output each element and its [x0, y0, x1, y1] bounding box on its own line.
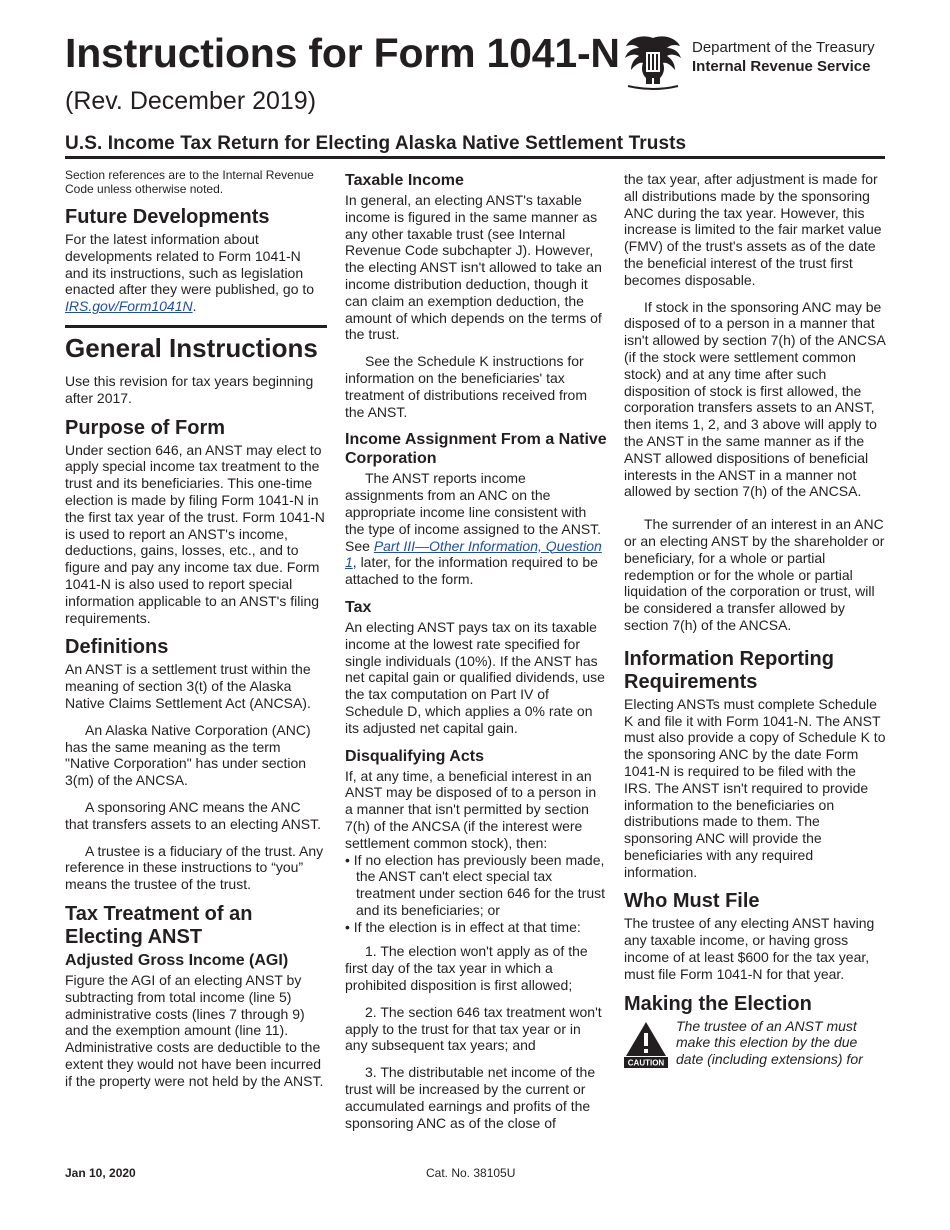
irs-eagle-logo-icon [622, 32, 684, 90]
list-item: • If the election is in effect at that time: [345, 918, 581, 935]
page-title: Instructions for Form 1041-N [65, 30, 620, 76]
numbered-item-2: 2. The section 646 tax treatment won't apply to the trust for that tax year or in any subsequent tax years; and [345, 1003, 602, 1054]
footer-catalog-number: Cat. No. 38105U [426, 1166, 516, 1180]
numbered-item-3: 3. The distributable net income of the trust will be increased by the current or accumulated earnings and profits of the sponsoring ANC as of the close of [345, 1064, 596, 1131]
stock-disposition-text: If stock in the sponsoring ANC may be disposed of to a person in a manner that isn't allowed by section 7(h) of the ANCSA (if the stock were settlement common stock) and at any time after such disposition of stock is first allowed, the corporation transfers assets to an ANST, then items 1, 2, and 3 above will apply to the ANST in the same manner as if the ANST allowed dispositions of beneficial interests in the ANST in a manner not allowed by section 7(h) of the ANCSA. [624, 298, 886, 500]
continued-text: the tax year, after adjustment is made for all distributions made by the sponsoring ANC during the tax year. However, this increase is limited to the fair market value (FMV) of the trust's assets as of the date the beneficial interest of the trust first becomes disposable. [624, 171, 882, 288]
tax-text: An electing ANST pays tax on its taxable income at the lowest rate specified for single individuals (10%). If the ANST has net capital gain or qualified dividends, use the tax computation on Part IV of Schedule D, which applies a 0% rate on its adjusted net capital gain. [345, 618, 605, 736]
income-assignment-text [345, 470, 607, 588]
definition-anc: An Alaska Native Corporation (ANC) has the same meaning as the term "Native Corporation" has under section 3(m) of the ANCSA. [65, 721, 311, 789]
who-must-file-text: The trustee of any electing ANST having any taxable income, or having gross income of at least $600 for the tax year, must file Form 1041-N for that year. [624, 915, 875, 982]
general-instructions-text: Use this revision for tax years beginning after 2017. [65, 372, 314, 406]
future-developments-text [65, 231, 327, 315]
caution-text: The trustee of an ANST must make this election by the due date (including extensions) for [676, 1017, 863, 1068]
section-references-note: Section references are to the Internal Revenue Code unless otherwise noted. [65, 168, 314, 196]
purpose-of-form-text: Under section 646, an ANST may elect to apply special income tax treatment to the trust and its beneficiaries. This one-time election is made by filing Form 1041-N in the first tax year of the trust. Form 1041-N is used to report an ANST's income, deductions, gains, losses, etc., and to figure and pay any income tax due. Form 1041-N is also used to report special information applicable to an ANST's filing requirements. [65, 441, 325, 626]
column-2 [345, 168, 607, 1141]
bullet-text: If the election is in effect at that time: [353, 918, 581, 935]
heading-agi: Adjusted Gross Income (AGI) [65, 951, 289, 969]
agency-name [692, 38, 875, 76]
numbered-item-1: 1. The election won't apply as of the first day of the tax year in which a prohibited disposition is first allowed; [345, 943, 588, 994]
caution-warning-icon [624, 1020, 668, 1068]
bullet-text: If no election has previously been made, the ANST can't elect special tax treatment under section 646 for the trust and its beneficiaries; or [353, 851, 606, 918]
heading-definitions: Definitions [65, 636, 169, 659]
footer-date: Jan 10, 2020 [65, 1166, 136, 1180]
form-subtitle: U.S. Income Tax Return for Electing Alaska Native Settlement Trusts [65, 133, 687, 154]
income-assignment-text-start: The ANST reports income assignments from an ANC on the appropriate income line consistent with the type of income assigned to the ANST. See [345, 470, 602, 554]
heading-tax: Tax [345, 598, 372, 616]
heading-purpose-of-form: Purpose of Form [65, 416, 226, 439]
heading-making-election: Making the Election [624, 992, 812, 1015]
part-iii-link[interactable]: Part III—Other Information, Question 1 [345, 537, 602, 571]
agency-line2: Internal Revenue Service [692, 58, 871, 75]
irs-form-link[interactable]: IRS.gov/Form1041N [65, 298, 193, 315]
heading-tax-treatment: Tax Treatment of an Electing ANST [65, 902, 253, 948]
column-3 [624, 168, 886, 1068]
agency-line1: Department of the Treasury [692, 39, 875, 56]
schedule-k-reference: See the Schedule K instructions for information on the beneficiaries' tax treatment of distributions received from the ANST. [345, 353, 587, 420]
information-reporting-text: Electing ANSTs must complete Schedule K and file it with Form 1041-N. The ANST must also provide a copy of Schedule K to the sponsoring ANC by the date Form 1041-N is required to be filed with the IRS. The ANST isn't required to provide information to the beneficiaries on distributions made to them. The sponsoring ANC will provide the beneficiaries with any required information. [624, 695, 886, 880]
income-assignment-text-end: , later, for the information required to be attached to the form. [345, 554, 598, 588]
section-divider [65, 325, 327, 328]
definition-ansT: An ANST is a settlement trust within the meaning of section 3(t) of the Alaska Native Claims Settlement Act (ANCSA). [65, 661, 311, 711]
heading-general-instructions: General Instructions [65, 332, 318, 363]
heading-taxable-income: Taxable Income [345, 172, 464, 189]
heading-information-reporting: Information Reporting Requirements [624, 647, 834, 693]
surrender-text: The surrender of an interest in an ANC or an electing ANST by the shareholder or beneficiary, for a whole or partial redemption or for the whole or partial liquidation of the corporation or trust, will be considered a transfer allowed by section 7(h) of the ANCSA. [624, 516, 885, 633]
future-dev-text: For the latest information about developments related to Form 1041-N and its instructions, such as legislation enacted after they were published, go to [65, 231, 315, 298]
agi-text: Figure the AGI of an electing ANST by subtracting from total income (line 5) administrative costs (lines 7 through 9) and the exemption amount (line 11). Administrative costs are deductible to the extent they would not have been incurred if the property were not held by the ANST. [65, 971, 324, 1089]
heading-disqualifying-acts: Disqualifying Acts [345, 747, 484, 765]
definition-sponsoring-anc: A sponsoring ANC means the ANC that transfers assets to an electing ANST. [65, 798, 322, 832]
disqualifying-intro: If, at any time, a beneficial interest in an ANST may be disposed of to a person in a manner that isn't permitted by section 7(h) of the ANCSA (if the interest were settlement common stock), then: [345, 767, 597, 851]
revision-date: (Rev. December 2019) [65, 87, 317, 115]
heading-who-must-file: Who Must File [624, 890, 760, 913]
heading-income-assignment: Income Assignment From a Native Corporation [345, 431, 607, 468]
caution-block [624, 1018, 886, 1068]
list-item: • If no election has previously been made, the ANST can't elect special tax treatment under section 646 for the trust and its beneficiaries; or [345, 851, 606, 918]
column-1 [65, 168, 327, 1099]
header-divider [65, 156, 885, 159]
future-dev-period: . [192, 298, 197, 315]
heading-future-developments: Future Developments [65, 206, 270, 228]
caution-label: CAUTION [627, 1058, 665, 1068]
definition-trustee: A trustee is a fiduciary of the trust. Any reference in these instructions to “you” means the trustee of the trust. [65, 842, 324, 893]
taxable-income-text: In general, an electing ANST's taxable income is figured in the same manner as any other taxable trust (see Internal Revenue Code subchapter J). However, the electing ANST isn't allowed to take an income distribution deduction, though it can claim an exemption deduction, the amount of which depends on the terms of the trust. [345, 192, 602, 343]
